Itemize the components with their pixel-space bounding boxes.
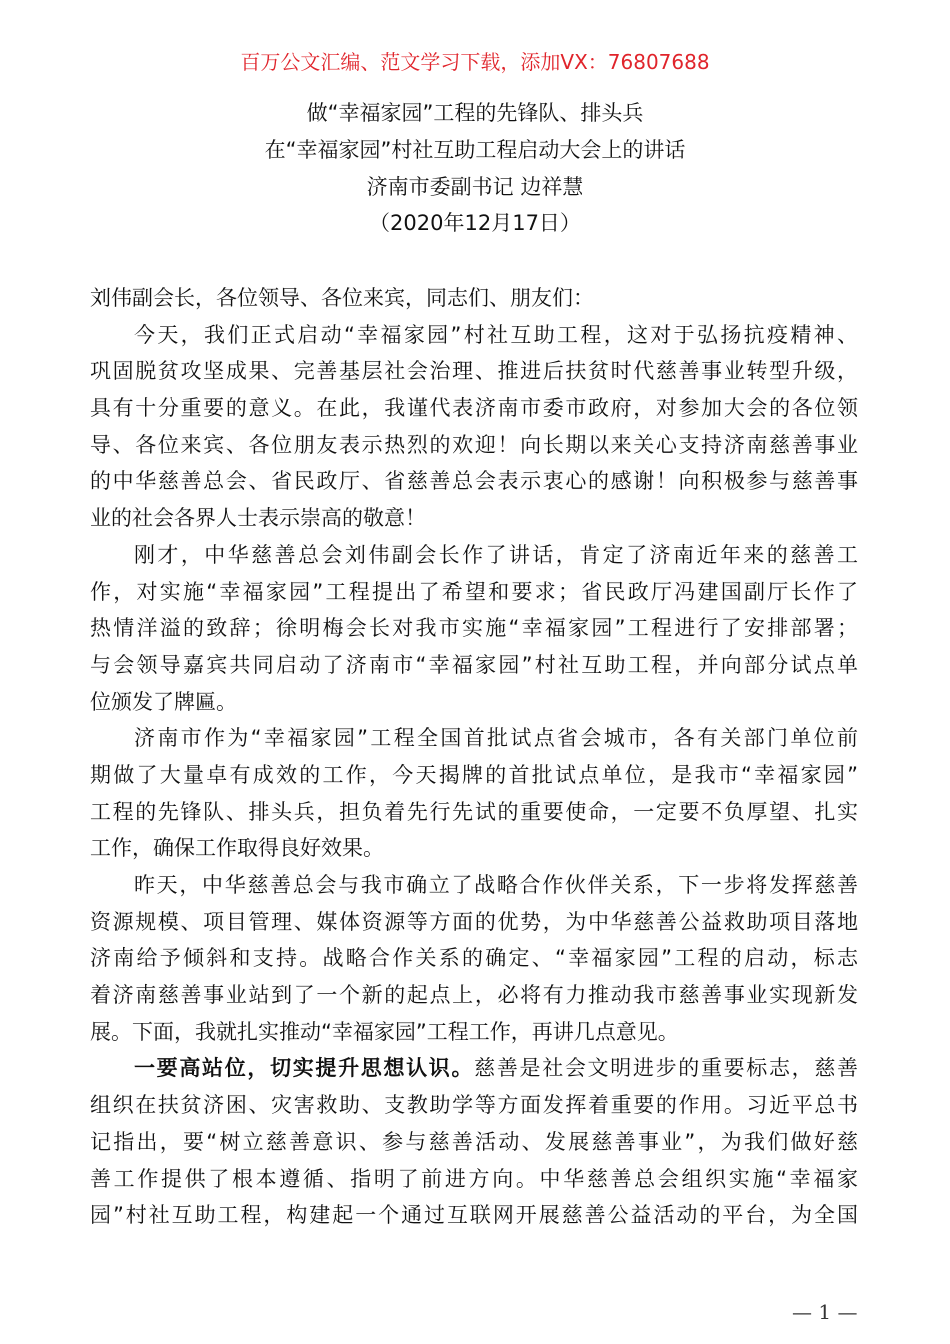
paragraph-line bbox=[90, 1050, 858, 1087]
paragraph-line: 着济南慈善事业站到了一个新的起点上，必将有力推动我市慈善事业实现新发 bbox=[90, 983, 858, 1008]
document-title: 做“幸福家园”工程的先锋队、排头兵 bbox=[306, 101, 644, 125]
paragraph-line: 园”村社互助工程，构建起一个通过互联网开展慈善公益活动的平台，为全国 bbox=[90, 1203, 858, 1228]
watermark-banner: 百万公文汇编、范文学习下载，添加VX：76807688 bbox=[240, 50, 710, 74]
paragraph-line: 作，对实施“幸福家园”工程提出了希望和要求；省民政厅冯建国副厅长作了 bbox=[90, 579, 858, 604]
paragraph-line: 工程的先锋队、排头兵，担负着先行先试的重要使命，一定要不负厚望、扎实 bbox=[90, 799, 858, 824]
speaker-line: 济南市委副书记 边祥慧 bbox=[366, 175, 584, 199]
page-number: — 1 — bbox=[792, 1300, 858, 1324]
paragraph-line: 具有十分重要的意义。在此，我谨代表济南市委市政府，对参加大会的各位领 bbox=[90, 396, 858, 421]
paragraph-line: 善工作提供了根本遵循、指明了前进方向。中华慈善总会组织实施“幸福家 bbox=[90, 1166, 858, 1191]
paragraph-line: 的中华慈善总会、省民政厅、省慈善总会表示衷心的感谢！向积极参与慈善事 bbox=[90, 469, 858, 494]
paragraph-line: 记指出，要“树立慈善意识、参与慈善活动、发展慈善事业”，为我们做好慈 bbox=[90, 1129, 858, 1154]
paragraph-line: 热情洋溢的致辞；徐明梅会长对我市实施“幸福家园”工程进行了安排部署； bbox=[90, 616, 858, 641]
paragraph-line: 导、各位来宾、各位朋友表示热烈的欢迎！向长期以来关心支持济南慈善事业 bbox=[90, 432, 858, 457]
paragraph-line: 济南给予倾斜和支持。战略合作关系的确定、“幸福家园”工程的启动，标志 bbox=[90, 946, 858, 971]
paragraph-line: 今天，我们正式启动“幸福家园”村社互助工程，这对于弘扬抗疫精神、 bbox=[134, 322, 858, 347]
paragraph-line: 昨天，中华慈善总会与我市确立了战略合作伙伴关系，下一步将发挥慈善 bbox=[134, 873, 858, 897]
document-subtitle: 在“幸福家园”村社互助工程启动大会上的讲话 bbox=[264, 138, 686, 162]
line-text: 慈善是社会文明进步的重要标志，慈善 bbox=[474, 1056, 859, 1081]
paragraph-line: 刚才，中华慈善总会刘伟副会长作了讲话，肯定了济南近年来的慈善工 bbox=[134, 542, 858, 567]
paragraph-line: 展。下面，我就扎实推动“幸福家园”工程工作，再讲几点意见。 bbox=[90, 1019, 679, 1044]
paragraph-line: 与会领导嘉宾共同启动了济南市“幸福家园”村社互助工程，并向部分试点单 bbox=[90, 652, 858, 677]
paragraph-line: 工作，确保工作取得良好效果。 bbox=[90, 836, 384, 861]
paragraph-line: 济南市作为“幸福家园”工程全国首批试点省会城市，各有关部门单位前 bbox=[134, 726, 858, 751]
bold-heading: 一要高站位，切实提升思想认识。 bbox=[134, 1056, 475, 1081]
paragraph-line: 位颁发了牌匾。 bbox=[90, 689, 237, 714]
document-body bbox=[90, 280, 858, 1234]
date-line: （2020年12月17日） bbox=[369, 211, 581, 235]
paragraph-line: 资源规模、项目管理、媒体资源等方面的优势，为中华慈善公益救助项目落地 bbox=[90, 909, 858, 934]
paragraph-line: 期做了大量卓有成效的工作，今天揭牌的首批试点单位，是我市“幸福家园” bbox=[90, 762, 858, 787]
greeting: 刘伟副会长，各位领导、各位来宾，同志们、朋友们： bbox=[90, 286, 594, 310]
paragraph-line: 组织在扶贫济困、灾害救助、支教助学等方面发挥着重要的作用。习近平总书 bbox=[90, 1093, 858, 1118]
paragraph-line: 巩固脱贫攻坚成果、完善基层社会治理、推进后扶贫时代慈善事业转型升级， bbox=[90, 359, 858, 384]
paragraph-line: 业的社会各界人士表示崇高的敬意！ bbox=[90, 506, 426, 531]
